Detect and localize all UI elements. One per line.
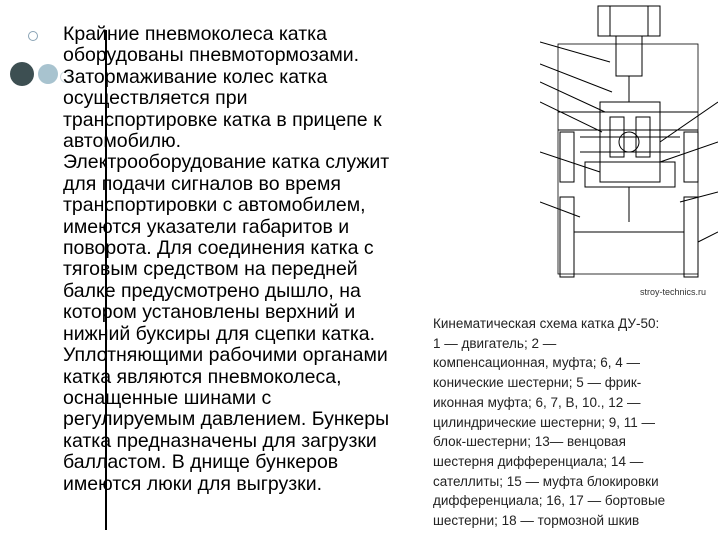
figure-credit: stroy-technics.ru [640,287,707,297]
decorative-light-circle-icon [38,64,58,84]
figure-caption: Кинематическая схема катка ДУ-50: 1 — двигатель; 2 — компенсационная, муфта; 6, 4 — конические шестерни; 5 — фрик- иконная муфта; 6, 7, В, 10., 12 — цилиндрические шестерни; 9, 11 — блок-шестерни; 13— венцовая шестерня дифференциала; 14 — сателлиты; 15 — муфта блокировки дифференциала; 16, 17 — бортовые шестерни; 18 — тормозной шкив [433,316,666,529]
kinematic-diagram-figure [540,2,718,302]
bullet-ring-icon [28,31,38,41]
body-paragraph: Крайние пневмоколеса катка оборудованы пневмотормозами. Затормаживание колес катка осуществляется при транспортировке катка в прицепе к автомобилю. Электрооборудование катка служит для подачи сигналов во время транспортировки с автомобилем, имеются указатели габаритов и поворота. Для соединения катка с тяговым средством на передней балке предусмотрено дышло, на котором установлены верхний и нижний буксиры для сцепки катка. Уплотняющими рабочими органами катка являются пневмоколеса, оснащенные шинами с регулируемым давлением. Бункеры катка предназначены для загрузки балластом. В днище бункеров имеются люки для выгрузки. [63,23,390,495]
decorative-dark-circle-icon [10,62,34,86]
